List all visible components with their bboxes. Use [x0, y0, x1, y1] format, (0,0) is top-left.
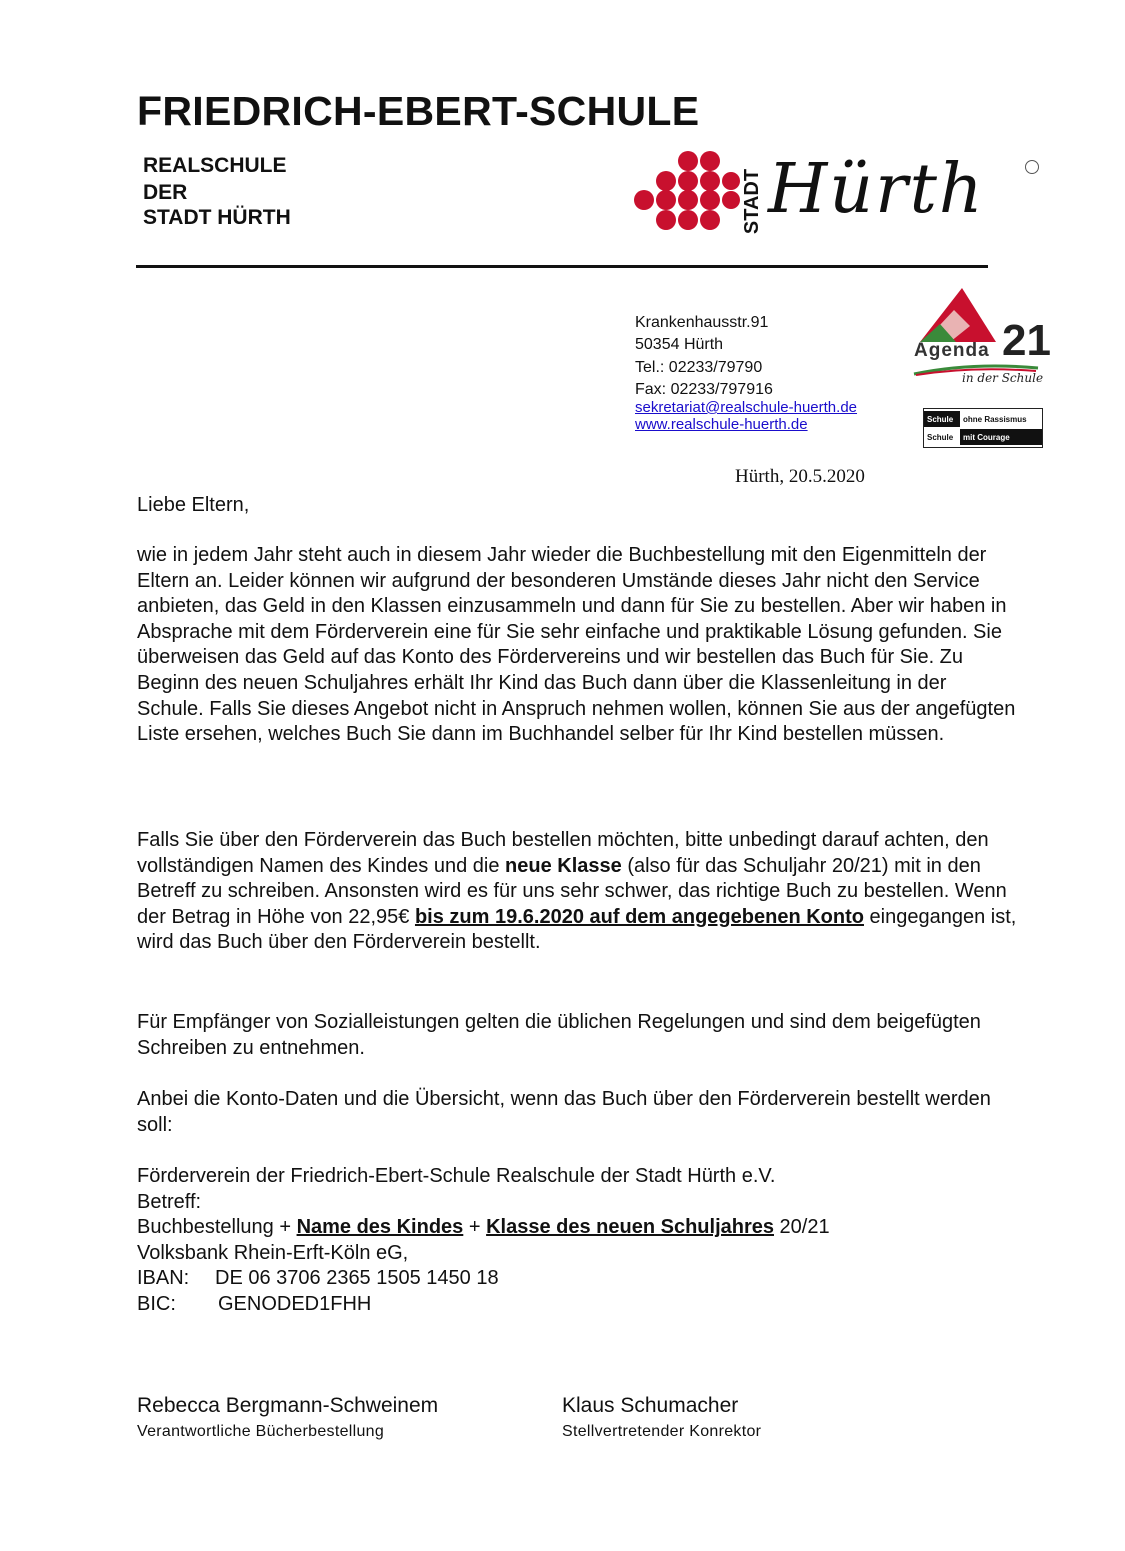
mountain-icon — [910, 286, 1000, 346]
paragraph-ordering: Falls Sie über den Förderverein das Buch bestellen möchten, bitte unbedingt darauf achten, den vollständigen Namen des Kindes und die neue Klasse (also für das Schuljahr 20/21) mit in den Betreff zu schreiben. Ansonsten wird es für uns sehr schwer, das richtige Buch zu bestellen. Wenn der Betrag in Höhe von 22,95€ bis zum 19.6.2020 auf dem angegebenen Konto eingegangen ist, wird das Buch über den Förderverein bestellt. — [137, 829, 1017, 954]
bic-value: GENODED1FHH — [218, 1293, 372, 1315]
school-name: FRIEDRICH-EBERT-SCHULE — [137, 88, 700, 134]
school-subtitle-line-2: DER — [143, 181, 188, 204]
header-divider — [136, 265, 988, 268]
school-without-racism-badge: Schule ohne Rassismus Schule mit Courage — [923, 408, 1043, 448]
agenda21-logo — [910, 286, 1050, 391]
greeting: Liebe Eltern, — [137, 494, 250, 516]
letter-date: Hürth, 20.5.2020 — [735, 466, 865, 487]
agenda-word: Agenda — [914, 340, 990, 361]
subject-child-name: Name des Kindes — [296, 1216, 464, 1238]
registered-icon — [1025, 160, 1039, 174]
agenda-number: 21 — [1002, 316, 1051, 365]
city-dots-icon — [630, 148, 740, 238]
signature-1-role: Verantwortliche Bücherbestellung — [137, 1423, 385, 1440]
signature-1-name: Rebecca Bergmann-Schweinem — [137, 1394, 439, 1417]
agenda-sub: in der Schule — [962, 371, 1044, 385]
bank-name: Volksbank Rhein-Erft-Köln eG, — [137, 1242, 409, 1264]
paragraph-social-benefits: Für Empfänger von Sozialleistungen gelten die üblichen Regelungen und sind dem beigefügten Schreiben zu entnehmen. — [137, 1011, 981, 1059]
signature-2-name: Klaus Schumacher — [562, 1394, 739, 1417]
subject-label: Betreff: — [137, 1191, 202, 1213]
city-logo — [630, 148, 1040, 243]
paragraph-account-intro: Anbei die Konto-Daten und die Übersicht, wenn das Buch über den Förderverein bestellt werden soll: — [137, 1088, 991, 1136]
city-logo-name: Hürth — [768, 150, 985, 229]
deadline-emphasis: bis zum 19.6.2020 auf dem angegebenen Konto — [414, 905, 864, 928]
iban-value: DE 06 3706 2365 1505 1450 18 — [215, 1267, 499, 1289]
contact-email-link[interactable]: sekretariat@realschule-huerth.de — [635, 399, 858, 416]
paragraph-intro: wie in jedem Jahr steht auch in diesem Jahr wieder die Buchbestellung mit den Eigenmitteln der Eltern an. Leider können wir aufgrund der besonderen Umstände dieses Jahr nicht den Service anbieten, das Geld in den Klassen einzusammeln und dann für Sie zu bestellen. Aber wir haben in Absprache mit dem Förderverein eine für Sie sehr einfache und praktikable Lösung gefunden. Sie überweisen das Geld auf das Konto des Fördervereins und wir bestellen das Buch für Sie. Zu Beginn des neuen Schuljahres erhält Ihr Kind das Buch dann über die Klassenleitung in der Schule. Falls Sie dieses Angebot nicht in Anspruch nehmen wollen, können Sie aus der angefügten Liste ersehen, welches Buch Sie dann im Buchhandel selber für Ihr Kind bestellen müssen. — [137, 544, 1016, 746]
school-subtitle-line-1: REALSCHULE — [143, 154, 287, 177]
subject-new-class: Klasse des neuen Schuljahres — [486, 1216, 774, 1238]
account-holder: Förderverein der Friedrich-Ebert-Schule Realschule der Stadt Hürth e.V. — [137, 1165, 776, 1187]
contact-web-link[interactable]: www.realschule-huerth.de — [635, 416, 808, 433]
contact-street: Krankenhausstr.91 — [635, 314, 769, 331]
contact-fax: Fax: 02233/797916 — [635, 381, 773, 398]
bic-label: BIC: — [137, 1293, 176, 1315]
contact-tel: Tel.: 02233/79790 — [635, 359, 763, 376]
iban-label: IBAN: — [137, 1267, 190, 1289]
signature-2-role: Stellvertretender Konrektor — [562, 1423, 762, 1440]
city-logo-stadt: STADT — [741, 168, 764, 235]
school-subtitle-line-3: STADT HÜRTH — [143, 206, 291, 229]
contact-city: 50354 Hürth — [635, 336, 724, 353]
new-class-emphasis: neue Klasse — [505, 854, 622, 877]
subject-line: Buchbestellung + Name des Kindes + Klasse des neuen Schuljahres 20/21 — [137, 1216, 830, 1238]
